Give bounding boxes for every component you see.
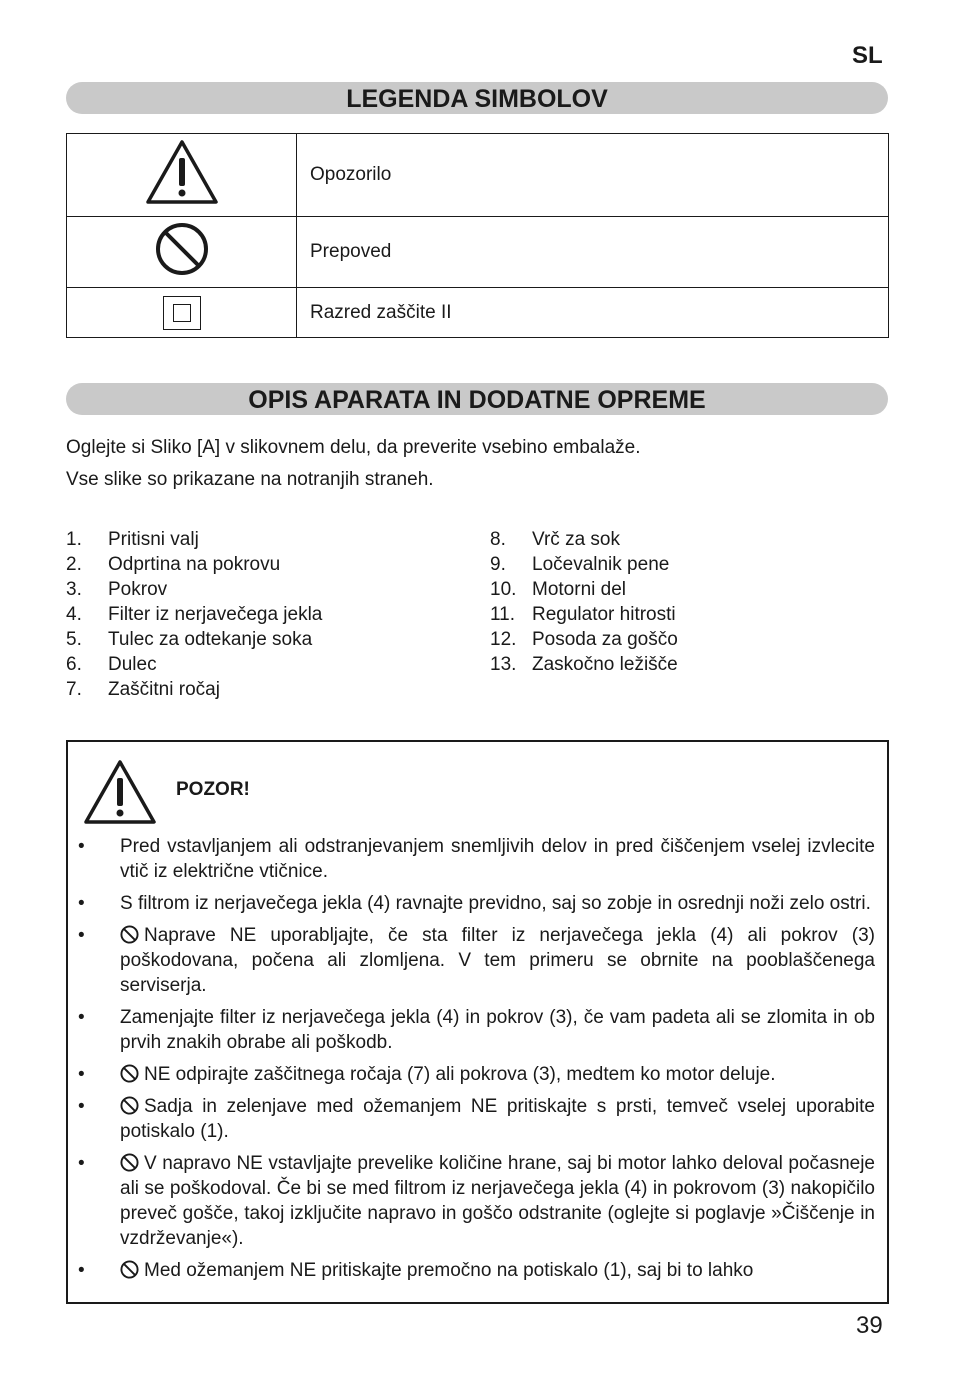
bullet: •	[78, 1064, 85, 1085]
warning-item	[78, 1062, 875, 1087]
bullet: •	[78, 1260, 85, 1281]
bullet: •	[78, 836, 85, 857]
warning-text: NE odpirajte zaščitnega ročaja (7) ali pokrova (3), medtem ko motor deluje.	[144, 1064, 776, 1085]
warning-text: V napravo NE vstavljajte prevelike količine hrane, saj bi motor lahko deloval počasneje ali se poškodoval. Če bi se med filtrom iz nerjavečega jekla (4) in pokrovom (3) nakopičilo preveč gošče, takoj izključite napravo in goščo odstranite (oglejte si poglavje »Čiščenje in vzdrževanje«).	[120, 1153, 875, 1249]
list-item: 3. Pokrov	[66, 579, 168, 600]
warning-item	[78, 891, 875, 916]
warning-item	[78, 1151, 875, 1251]
list-item: 9. Ločevalnik pene	[490, 554, 670, 575]
bullet: •	[78, 893, 85, 914]
list-item: 10. Motorni del	[490, 579, 626, 600]
warning-item	[78, 923, 875, 998]
symbol-legend-table	[66, 133, 889, 338]
warning-triangle-icon	[82, 758, 158, 826]
warning-item	[78, 1094, 875, 1144]
list-item: 2. Odprtina na pokrovu	[66, 554, 281, 575]
warning-triangle-icon	[144, 138, 220, 206]
bullet: •	[78, 1007, 85, 1028]
legend-label: Opozorilo	[297, 134, 889, 217]
page-number: 39	[856, 1312, 883, 1339]
warning-box	[66, 740, 889, 1304]
list-item: 8. Vrč za sok	[490, 529, 620, 550]
bullet: •	[78, 925, 85, 946]
warning-text: Zamenjajte filter iz nerjavečega jekla (4) in pokrov (3), če vam padeta ali se zlomita in ob prvih znakih obrabe ali poškodb.	[120, 1007, 875, 1053]
legend-label: Razred zaščite II	[297, 288, 889, 338]
warning-list	[78, 834, 875, 1290]
warning-text: Naprave NE uporabljajte, če sta filter iz nerjavečega jekla (4) ali pokrov (3) poškodovana, počena ali zlomljena. V tem primeru se obrnite na pooblaščenega serviserja.	[120, 925, 875, 996]
list-item: 6. Dulec	[66, 654, 157, 675]
intro-text: Vse slike so prikazane na notranjih straneh.	[66, 469, 434, 490]
list-item: 5. Tulec za odtekanje soka	[66, 629, 313, 650]
prohibition-icon	[120, 1096, 139, 1115]
warning-item	[78, 834, 875, 884]
section-title-legend: LEGENDA SIMBOLOV	[66, 82, 888, 114]
prohibition-icon	[120, 1064, 139, 1083]
warning-text: Med ožemanjem NE pritiskajte premočno na potiskalo (1), saj bi to lahko	[144, 1260, 754, 1281]
list-item: 7. Zaščitni ročaj	[66, 679, 220, 700]
list-item: 12. Posoda za goščo	[490, 629, 678, 650]
warning-text: S filtrom iz nerjavečega jekla (4) ravnajte previdno, saj so zobje in osrednji noži zelo ostri.	[120, 893, 871, 914]
prohibition-icon	[154, 221, 210, 277]
language-code: SL	[852, 42, 883, 69]
warning-item	[78, 1258, 875, 1283]
warning-title: POZOR!	[176, 779, 250, 800]
bullet: •	[78, 1153, 85, 1174]
warning-text: Pred vstavljanjem ali odstranjevanjem snemljivih delov in pred čiščenjem vselej izvlecite vtič iz električne vtičnice.	[120, 836, 875, 882]
legend-row	[67, 288, 889, 338]
prohibition-icon	[120, 1260, 139, 1279]
list-item: 13. Zaskočno ležišče	[490, 654, 678, 675]
section-title-description: OPIS APARATA IN DODATNE OPREME	[66, 383, 888, 415]
legend-row	[67, 217, 889, 288]
parts-list-right	[490, 527, 678, 677]
intro-text: Oglejte si Sliko [A] v slikovnem delu, da preverite vsebino embalaže.	[66, 437, 641, 458]
warning-text: Sadja in zelenjave med ožemanjem NE pritiskajte s prsti, temveč vselej uporabite potiskalo (1).	[120, 1096, 875, 1142]
prohibition-icon	[120, 1153, 139, 1172]
prohibition-icon	[120, 925, 139, 944]
legend-row	[67, 134, 889, 217]
list-item: 1. Pritisni valj	[66, 529, 199, 550]
list-item: 11. Regulator hitrosti	[490, 604, 676, 625]
legend-label: Prepoved	[297, 217, 889, 288]
warning-item	[78, 1005, 875, 1055]
bullet: •	[78, 1096, 85, 1117]
class-ii-double-square-icon	[163, 296, 201, 330]
parts-list-left	[66, 527, 322, 702]
list-item: 4. Filter iz nerjavečega jekla	[66, 604, 323, 625]
